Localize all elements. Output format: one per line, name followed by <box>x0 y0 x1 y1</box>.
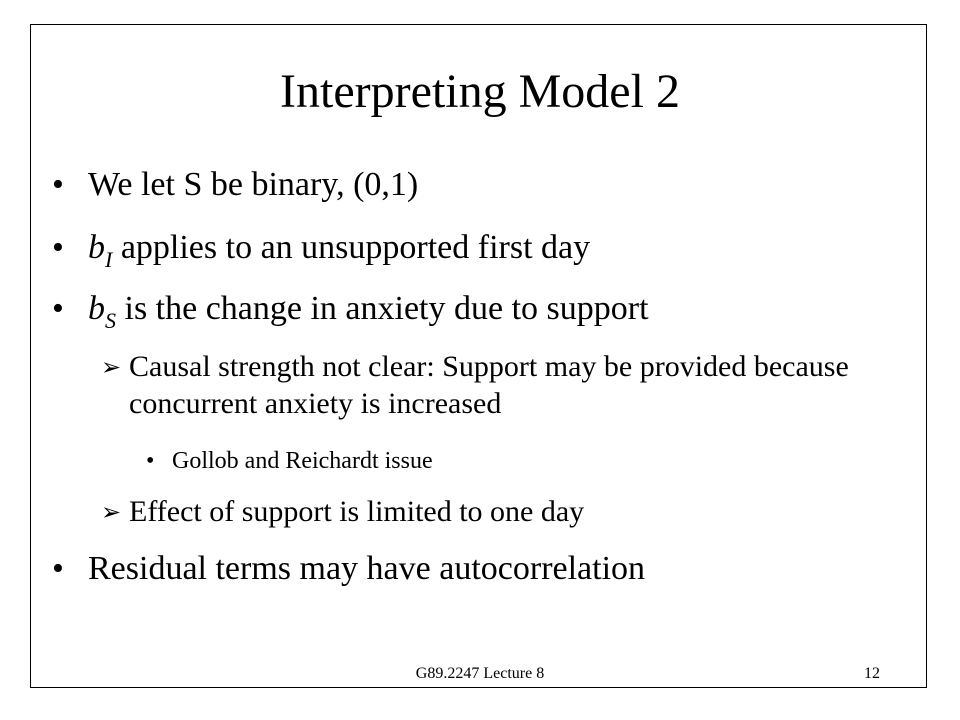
footer-course-label: G89.2247 Lecture 8 <box>415 665 545 682</box>
bullet-dot: • <box>52 290 64 327</box>
subsubbullet-text: Gollob and Reichardt issue <box>172 448 433 474</box>
bullet-text-container <box>88 289 649 332</box>
slide-title: Interpreting Model 2 <box>280 65 680 118</box>
bullet-dot: • <box>52 550 64 587</box>
bullet-text: We let S be binary, (0,1) <box>88 166 419 203</box>
coefficient-symbol: b <box>88 290 105 327</box>
bullet-text-container <box>88 228 590 271</box>
coefficient-symbol: b <box>88 229 105 266</box>
arrow-bullet-icon: ➢ <box>101 353 122 381</box>
bullet-text: applies to an unsupported first day <box>112 229 591 266</box>
footer-page-number: 12 <box>864 665 880 682</box>
bullet-text: is the change in anxiety due to support <box>116 290 649 327</box>
bullet-dot: • <box>52 229 64 266</box>
coefficient-subscript: S <box>105 308 116 333</box>
bullet-dot: • <box>52 166 64 203</box>
bullet-dot: • <box>146 448 155 474</box>
coefficient-subscript: I <box>105 247 113 272</box>
arrow-bullet-icon: ➢ <box>101 498 122 526</box>
bullet-text: Residual terms may have autocorrelation <box>88 550 646 587</box>
subbullet-text: Effect of support is limited to one day <box>129 495 585 528</box>
subbullet-text: Causal strength not clear: Support may be provided because concurrent anxiety is increased <box>129 350 849 420</box>
